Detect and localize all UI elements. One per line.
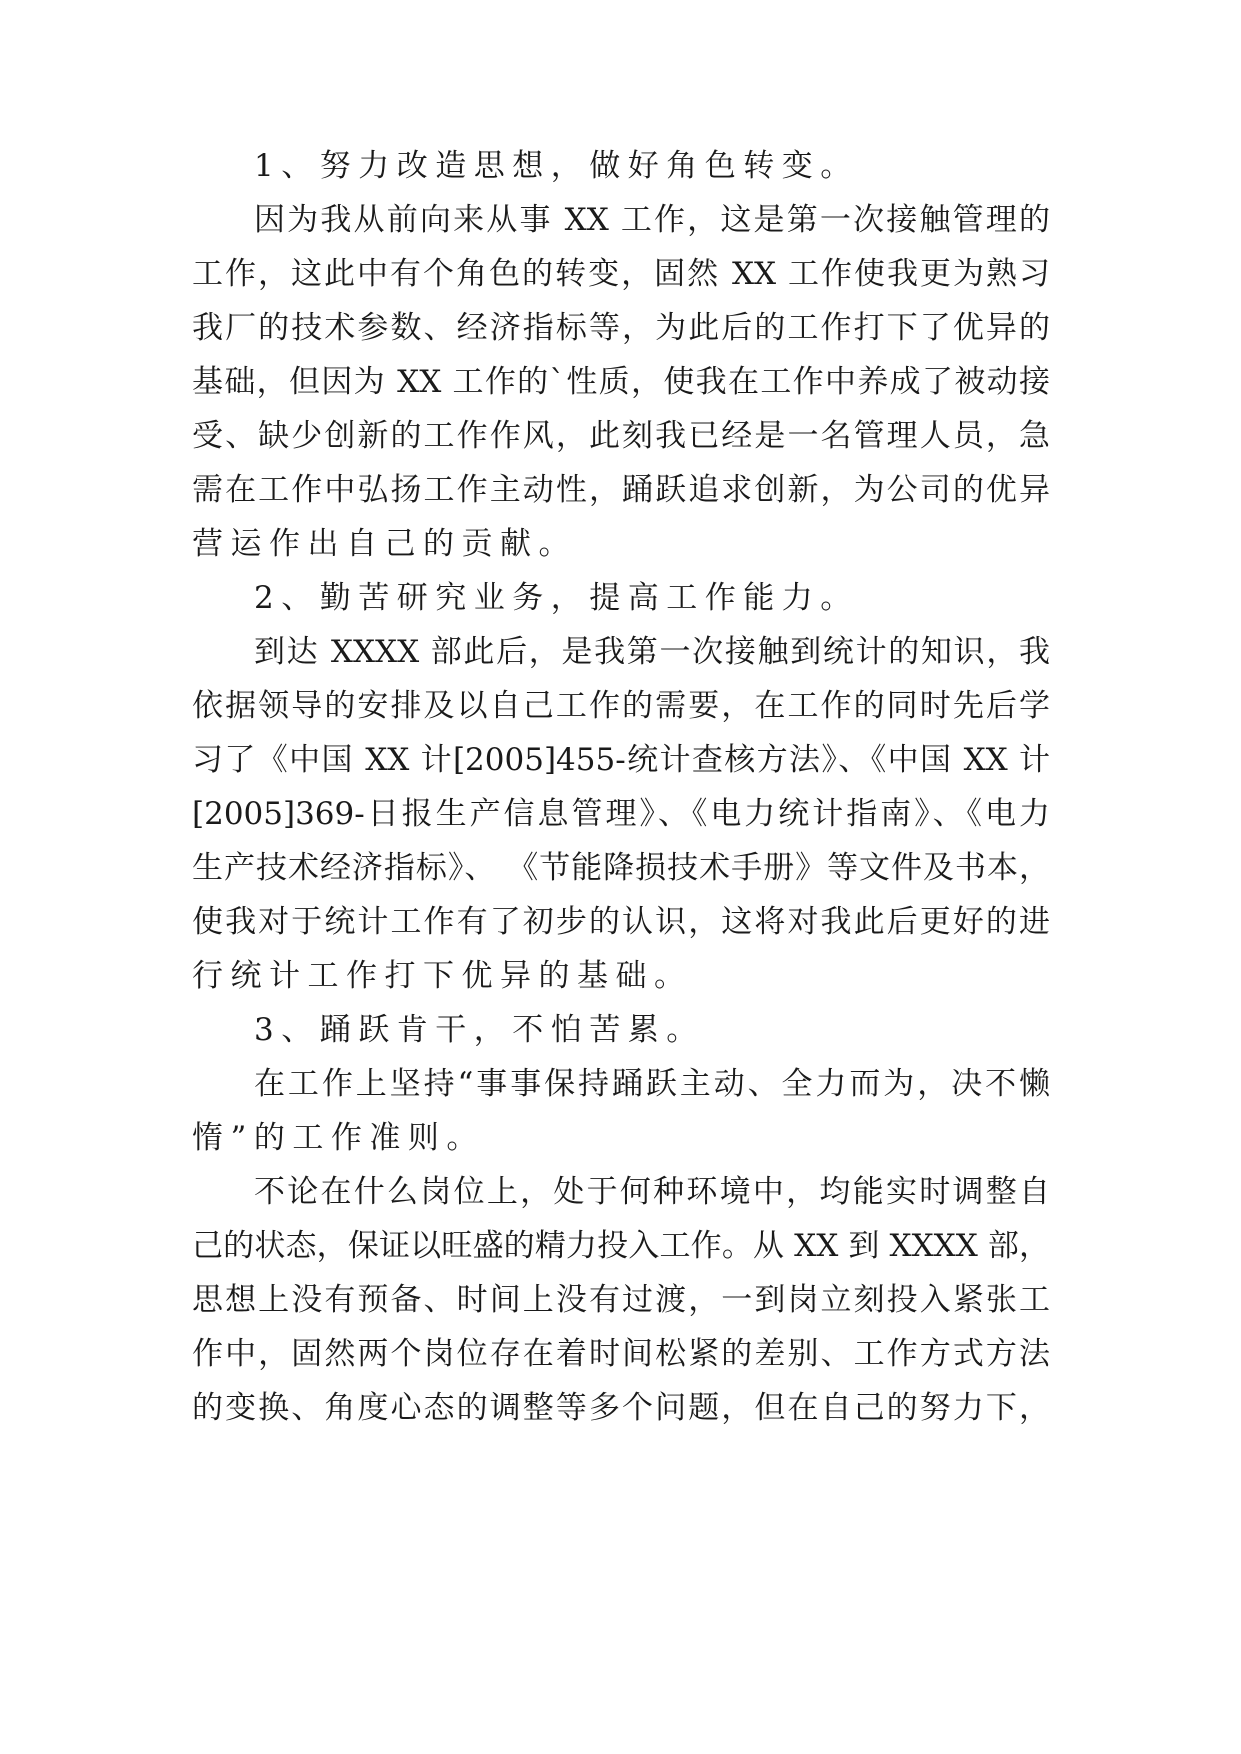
paragraph-line: 我厂的技术参数、经济指标等，为此后的工作打下了优异的 (192, 310, 1050, 346)
paragraph-line: 需在工作中弘扬工作主动性，踊跃追求创新，为公司的优异 (192, 472, 1050, 508)
paragraph-line: 思想上没有预备、时间上没有过渡，一到岗立刻投入紧张工 (192, 1282, 1050, 1318)
paragraph-line: 受、缺少创新的工作作风，此刻我已经是一名管理人员，急 (192, 418, 1050, 454)
paragraph-line: 习了《中国 XX 计[2005]455-统计查核方法》、《中国 XX 计 (192, 742, 1050, 778)
heading-3: 3、踊跃肯干，不怕苦累。 (254, 1012, 705, 1048)
paragraph-line: 在工作上坚持“事事保持踊跃主动、全力而为，决不懒 (254, 1066, 1050, 1102)
paragraph-line: 使我对于统计工作有了初步的认识，这将对我此后更好的进 (192, 904, 1050, 940)
paragraph-line: 营运作出自己的贡献。 (192, 526, 577, 562)
paragraph-line: 基础，但因为 XX 工作的`性质，使我在工作中养成了被动接 (192, 364, 1050, 400)
paragraph-line: 生产技术经济指标》、 《节能降损技术手册》等文件及书本， (192, 850, 1050, 886)
paragraph-line: 的变换、角度心态的调整等多个问题，但在自己的努力下， (192, 1390, 1050, 1426)
paragraph-line: 到达 XXXX 部此后，是我第一次接触到统计的知识，我 (254, 634, 1050, 670)
paragraph-line: [2005]369-日报生产信息管理》、《电力统计指南》、《电力 (192, 796, 1050, 832)
heading-2: 2、勤苦研究业务，提高工作能力。 (254, 580, 859, 616)
paragraph-line: 惰”的工作准则。 (192, 1120, 485, 1156)
paragraph-line: 依据领导的安排及以自己工作的需要，在工作的同时先后学 (192, 688, 1050, 724)
paragraph-line: 己的状态，保证以旺盛的精力投入工作。从 XX 到 XXXX 部， (192, 1228, 1050, 1264)
paragraph-line: 作中，固然两个岗位存在着时间松紧的差别、工作方式方法 (192, 1336, 1050, 1372)
paragraph-line: 不论在什么岗位上，处于何种环境中，均能实时调整自 (254, 1174, 1050, 1210)
paragraph-line: 因为我从前向来从事 XX 工作，这是第一次接触管理的 (254, 202, 1050, 238)
paragraph-line: 工作，这此中有个角色的转变，固然 XX 工作使我更为熟习 (192, 256, 1050, 292)
paragraph-line: 行统计工作打下优异的基础。 (192, 958, 693, 994)
heading-1: 1、努力改造思想，做好角色转变。 (254, 148, 859, 184)
